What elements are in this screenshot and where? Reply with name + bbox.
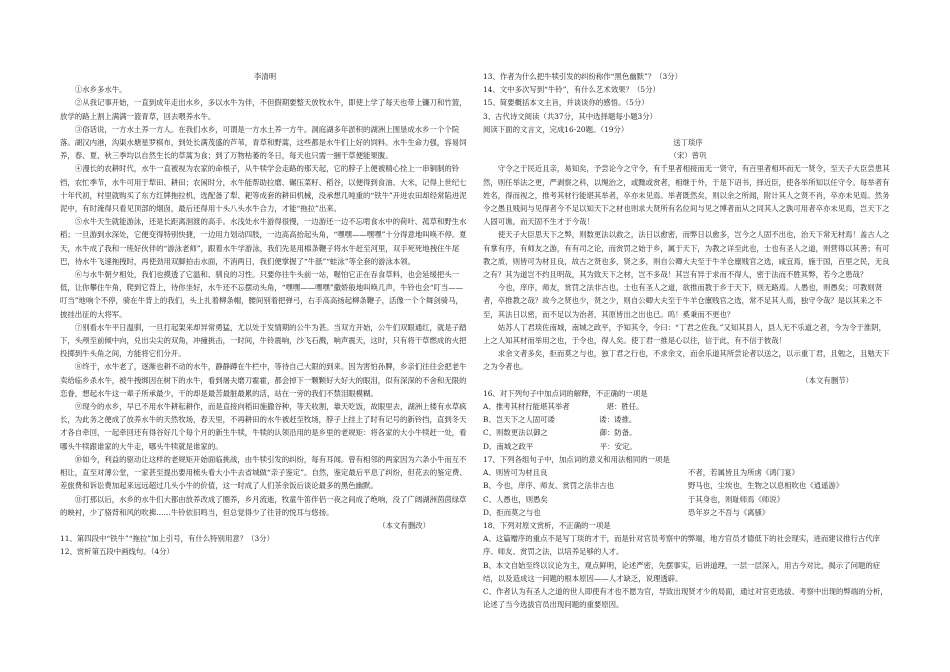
para-7: ⑦别看水牛平日温驯，一旦打起架来却异常勇猛，尤以处于发情期的公牛为甚。当双方开始，公牛们双眼通红，就是子踏下，头颅至前倾中向，兑出尖尖的双角，冲撞挑击，一时间，牛铃震响，沙飞石溅，响声震天，这时，只有将干草燃成的火把投掷到牛头角之间，方能将它们分开。 (60, 322, 467, 359)
q16-option-a: A、推考其材行能堪其举者 堪：胜任。 (483, 402, 644, 412)
para-4: ④漫长的农耕时代，水牛一直被视为农家的命根子，从牛犊学会走路的那天起，它的脖子上便被精心拴上一串铜制的铃铛，农忙季节，水牛可用于犁田、耕田；农闲时分，水牛能帮助拉磨、碾压菜籽、稻谷，以便得到食油、大米，记得上世纪七十年代初，村里就购买了东方红牌拖拉机，选配备了犁、耙等成套的耕田机械，没承想几吨重的“铁牛”开进农田却经常陷进泥泥中，有时淹得只看见顶部的烟囱，最后还得用十头八头水牛合力，才能“拖拉”出来。 (60, 164, 467, 214)
classical-source-note: （本文有删节） (801, 375, 853, 385)
para-10: ⑩如今，利益的驱动让这样的老规矩开始面临挑战，由牛犊引发的纠纷，每有耳闻。曾有相邻的两家因为六条小牛而互不相让，直至对薄公堂，一家甚至提出要用梳头看大小牛去省城做“亲子鉴定”。自然，鉴定最后平息了纠纷，但花去的鉴定费、差旅费和诉讼费加起来远远超过几头小牛的价值，这一时成了人们茶余饭后谈论最多的黑色幽默。 (60, 454, 467, 491)
para-8: ⑧终于，水牛老了，逐渐也耕不动的水牛，静静蹲在牛栏中，等待自己大限的到来。因为害怕孙脾，乡亲们往往会把老牛卖给临乡杀水牛，被牛拽绑因在树下的水牛，看到屠夫磨刀霍霍，都会掉下一颗颗好大好大的眼泪，似有深深的不舍和无限的恋眷，想起水牛这一辈子所承最少，干的却是最苦最脏最累的活，站在一旁的我们不禁泪眼模糊。 (60, 362, 467, 398)
q17-option-d (483, 506, 893, 519)
question-14: 14、文中多次写到“牛铃”，有什么艺术效果？（5分） (483, 85, 660, 95)
question-15: 15、简要概括本文主旨，并谈谈你的感悟。（5分） (483, 98, 649, 108)
q17-a-right: 不者，若属皆且为所虏《鸿门宴》 (688, 468, 799, 478)
q16-option-c: C、则数更法以御之 御：防备。 (483, 428, 637, 438)
q18-option-c: C、作者认为有圣人之道的世人即使有才也不愿为官，导致出现贤才少的局面，通过对官吏选拔、考察中出现的弊端的分析，论述了当今选拔官员出现问题的重要原因。 (483, 586, 888, 610)
para-3: ③俗话说，一方水土养一方人。在我们水乡，可谓是一方水土养一方牛。洞庭湖多年淤积的湖洲上围垦成水乡一个个院落。湖汉内港，沟渠水塘星罗棋布，到处长满茂盛的芦苇，青草和野蒿，这些都是水牛们上好的饲料。水牛生命力强，容易饲养，春、夏、秋三季均以自然生长的草蒿为食；到了万物枯萎的冬日，每天也只需一捆干草便能果腹。 (60, 124, 467, 161)
classical-para-3: 今也，庠序，师友，赏罚之法非古也，士也有圣人之道，欲推而教于乡于天下，则无路焉。人愚也，则愚矣；可教则贤者，卒推教之哉？故今之贤也少，贤之少，则自公卿大夫至于牛羊仓廪贱官之选，常不足其人焉，独守令哉？是以其来之不至，其法日以密，而不足以为治者，其原皆出之出也已。呜！奚秉而不更也？ (483, 283, 883, 319)
para-2: ②从我记事开始，一直到成年走出水乡，多以水牛为伴，不但假期要整天放牧水牛，即使上学了每天也带上镰刀和竹篮，放学的路上割上满满一篮青草，回去喂养水牛。 (60, 98, 467, 121)
q17-option-b (483, 479, 893, 492)
para-11: ⑪打那以后，水乡的水牛们大都由放养改成了圈养，乡月流逝，牧童牛笛伴侣一夜之间成了绝响，没了广阔湖洲茵茵绿草的映衬，少了骆背和风的吹拂……牛铃依旧鸣当，但总觉得少了往昔的悦耳与悠扬。 (60, 494, 467, 517)
question-13: 13、作者为什么把牛犊引发的纠纷称作“黑色幽默”？（3分） (483, 72, 683, 81)
q17-b-right: 野马也，尘埃也，生物之以息相吹也《逍遥游》 (688, 481, 844, 491)
q16-option-d: D、南城之政平 平：安定。 (483, 441, 637, 451)
question-16: 16、对下列句子中加点词的解释，不正确的一项是 (483, 388, 648, 398)
question-11: 11、第四段中“铁牛”“拖拉”加上引号，有什么特别用意？（3分） (60, 534, 274, 544)
q17-c-left: C、人愚也，则愚矣 (483, 494, 548, 504)
source-note: （本文有删改） (378, 520, 430, 530)
q18-option-b: B、本文自始至终以议论为主，观点鲜明，论述严密，先摆事实，后讲道理，一层一层深入，用古今对比，揭示了问题的症结，以及造成这一问题的根本原因——人才缺乏，说理透辟。 (483, 560, 881, 583)
q16-option-b: B、岂天下之人固可诿 诿：诿推。 (483, 415, 637, 425)
q17-option-a (483, 466, 893, 479)
classical-para-4: 姑苏人丁君琰佐南城，南城之政平，予知其令，令曰：“丁君之佐我。”又知其县人，县人无不乐道之者，今为令于淮阴，上之人知其材而举用之也，于令也，得人矣。使丁君一推是心以往，信于此，有不信于彼哉！ (483, 322, 886, 346)
section-intro: 阅读下面的文言文，完成16-20题。（19分） (483, 124, 629, 134)
question-18: 18、下列对原文赏析，不正确的一项是 (483, 520, 611, 530)
right-column (483, 70, 893, 611)
section-3-heading: 3、古代诗文阅读（共37分，其中选择题每小题3分） (483, 111, 658, 121)
q17-d-left: D、拒而莫之与也 (483, 507, 541, 517)
para-9: ⑨现今的水乡，早已不用水牛耕耘耕作，而是直接向稻田施撒谷种，等天收割，靠天吃饭，故眼里去，湖洲上楼有水草疯长，为此务之便成了放养水牛的天然牧场，春天里，不再耕田的水牛被赶至牧场，脖子上挂上了时有记号的新铃挡，直到冬天才各自牵回，一起牵回还有得谷好几个每个月的新生牛犊，牛犊的认领沿用的是乡里的老规矩：将各家的大小牛犊赶一处，看哪头牛犊跟谁家的大牛走，哪头牛犊就是谁家的。 (60, 402, 467, 451)
question-12: 12、赏析第五段中画线句。（4分） (60, 547, 174, 557)
left-column (60, 70, 470, 559)
q17-d-right: 恐年岁之不吾与《离骚》 (688, 507, 770, 517)
q17-c-right: 于其身也，则耻师焉《师说》 (688, 494, 785, 504)
classical-title: 送丁琰序 (673, 138, 703, 148)
article-author: 李清明 (253, 72, 277, 81)
question-17: 17、下列各组句子中，加点词的意义和用法相同的一项是 (483, 454, 670, 464)
classical-author: （宋）曾巩 (669, 151, 707, 161)
classical-para-1: 守令之于民近且亲，易知矣，予尝论今之守令，有千里者相接而无一贤守，有百里者相环而无一贤令，至天子大臣尝患其然，则任举法之更，严剥察之科，以绳治之，或黜或赏者，相继于外，于是下诏书，择近臣，使各举所知以任守令。每举者有姓名，得而视之，推考其材行能堪其举者，卒亦未见焉。举者既然矣，则以余之所闻，附计其人之贤不肖，卒亦未见焉。然务令之愚且贱间与见得者今不足以知天下之材也则求大贤所有名位间与见之博者而从之同其人之孰可用者卒亦未见焉，岂天下之人固可谯，而天固不生才于今哉！ (483, 164, 890, 227)
para-5: ⑤水牛天生就能游泳，还是长距离洄渡的高手。水浅处水牛游得很慢，一边游还一边不忘啃食水中的荷叶、菰草和野生水稻；一旦游到水深处，它便变得特别快捷，一边用力划动四肢，一边高高抬起头角，“嘿嘿——嘿嘿”十分得意地叫唤不停。夏天，水牛成了我和一班好伙伴的“游泳老师”，跟着水牛学游泳，我们先是用棉条鞭子将水牛赶至河里，双手死死地拽住牛尾巴，待水牛飞速拖拽时，再使劲用双脚拍击水面，不消两日，我们便掌握了“牛舐”“蛙泳”等全套的游泳本领。 (60, 217, 467, 266)
q18-option-a: A、这篇赠序的重点不是写丁琰的才干，而是针对官员考察中的弊端，地方官员才德低下的社会现实，进而建议推行古代庠序、师友、赏罚之法，以培养足够的人才。 (483, 534, 881, 557)
classical-para-2: 使天子大臣思天下之弊，则数更法以救之，法日以愈密，而弊日以愈多，岂今之人固不出也，治天下常无材焉！盖古人之有掌有序，有师友之游，有有司之论，而赏罚之始于乡，属于天下，为教之详至此也，士也有圣人之道，则营得以其善；有可教之质，则皆可为材且良，故古之贤也多，贤之多，则自公卿大夫至于牛羊仓廪贱官之选，咸宜焉，施于国，百里之民，无良之有？其为道岂不约且明哉，其为致天下之材，岂不多哉！其岂有异于求而不得人，密于法而不胜其弊，若今之患哉？ (483, 230, 890, 280)
para-6: ⑥与水牛朝夕相处，我们也摸透了它温和、驯良的习性。只要你往牛头前一站，喔怕它正在吞食草料，也会延缓把头一低，让你攀住牛角，爬到它背上，待你坐好，水牛还不忘摆动头角，“嘿嘿——嘿嘿”撒娇般地叫唤几声，牛铃也会“叮当——叮当”地响个不停，骑在牛背上的我们，头上扎着柳条帽，腰间别着把弹弓，右手高高扬起柳条鞭子，活像一个个舞剑骑马，披挂出征的大将军。 (60, 270, 464, 319)
q17-option-c (483, 493, 893, 506)
para-1: ①水乡多水牛。 (74, 85, 127, 95)
q17-a-left: A、则皆可为材且良 (483, 468, 548, 478)
q17-b-left: B、今也，庠序、师友、赏罚之法非古也 (483, 481, 615, 491)
classical-para-5: 求余文者多矣，拒而莫之与也，独丁君之行也，不求余文，而余乐道其所尝论者以送之，以示重丁君，且勉之，且勉天下之为令者也。 (483, 349, 890, 372)
